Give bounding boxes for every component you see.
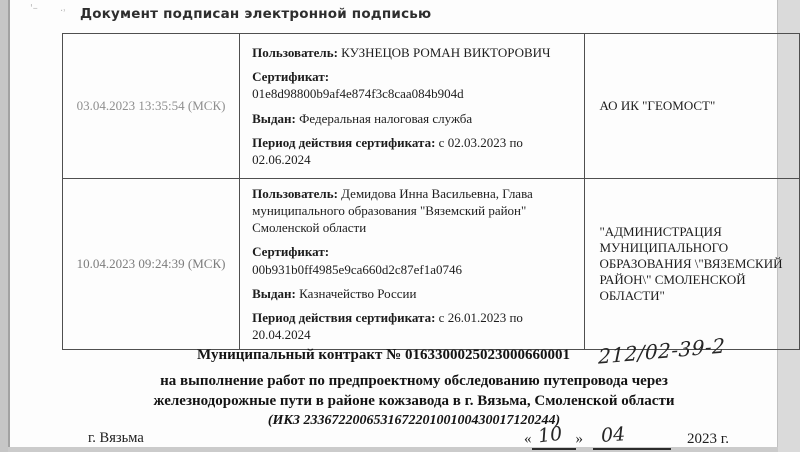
issuer-label: Выдан: (252, 110, 296, 126)
issuer-field (252, 285, 554, 302)
date-year: 2023 г. (687, 431, 729, 447)
organization-cell (585, 179, 800, 350)
certificate-details-cell (240, 34, 585, 179)
certificate-details-cell (240, 179, 585, 350)
handwritten-registration-number: 212/02-39-2 (598, 333, 726, 369)
user-field (252, 44, 554, 61)
issuer-value: Казначейство России (299, 285, 417, 301)
validity-field (252, 134, 554, 168)
contract-ikz: (ИКЗ 233672200653167220100100430017120244) (267, 413, 561, 428)
close-guillemet: » (575, 431, 583, 447)
issuer-label: Выдан: (252, 285, 296, 301)
issuer-field (252, 110, 554, 127)
user-label: Пользователь: (252, 45, 338, 61)
certificate-value: 01e8d98800b9af4e874f3c8caa084b904d (252, 86, 464, 102)
organization-name: АО ИК "ГЕОМОСТ" (599, 98, 716, 114)
certificate-label: Сертификат: (252, 69, 330, 85)
validity-value: с 26.01.2023 по 20.04.2024 (252, 309, 523, 343)
validity-label: Период действия сертификата: (252, 134, 436, 150)
contract-city: г. Вязьма (88, 430, 144, 446)
signature-timestamp: 10.04.2023 09:24:39 (МСК) (76, 256, 226, 272)
user-value: Демидова Инна Васильевна, Глава муниципального образования "Вяземский район" Смоленской области (252, 186, 533, 236)
signature-row (63, 34, 800, 179)
certificate-label: Сертификат: (252, 244, 330, 260)
timestamp-cell (63, 179, 240, 350)
user-field (252, 185, 554, 236)
certificate-value: 00b931b0ff4985e9ca660d2c87ef1a0746 (252, 261, 462, 277)
scan-artifact: ꞌ– (30, 3, 38, 14)
organization-cell (585, 34, 800, 179)
user-value: КУЗНЕЦОВ РОМАН ВИКТОРОВИЧ (341, 45, 551, 61)
contract-subject (57, 371, 771, 430)
date-day-blank (532, 424, 576, 450)
open-guillemet: « (524, 431, 532, 447)
certificate-field (252, 243, 554, 277)
signature-timestamp: 03.04.2023 13:35:54 (МСК) (76, 98, 226, 113)
contract-subject-line: на выполнение работ по предпроектному обследованию путепровода через (160, 373, 668, 389)
handwritten-day: 10 (536, 422, 563, 448)
date-month-blank (593, 424, 671, 450)
scan-edge-left (0, 0, 10, 452)
signature-row (63, 179, 800, 350)
validity-label: Период действия сертификата: (252, 309, 436, 325)
issuer-value: Федеральная налоговая служба (299, 110, 473, 126)
validity-field (252, 309, 554, 343)
handwritten-month: 04 (600, 423, 626, 447)
organization-name: "АДМИНИСТРАЦИЯ МУНИЦИПАЛЬНОГО ОБРАЗОВАНИЯ \"ВЯЗЕМСКИЙ РАЙОН\" СМОЛЕНСКОЙ ОБЛАСТИ" (599, 224, 783, 303)
timestamp-cell (63, 34, 240, 179)
contract-subject-line: железнодорожные пути в районе кожзавода в г. Вязьма, Смоленской области (153, 393, 675, 409)
contract-date (524, 424, 729, 450)
user-label: Пользователь: (252, 186, 338, 201)
validity-value: с 02.03.2023 по 02.06.2024 (252, 134, 523, 167)
signature-banner-title: Документ подписан электронной подписью (80, 6, 432, 22)
scan-artifact: ·˒ (60, 6, 67, 17)
certificate-field (252, 68, 554, 102)
signature-table (62, 33, 800, 350)
contract-title: Муниципальный контракт № 0163300025023000660001 (197, 347, 570, 363)
